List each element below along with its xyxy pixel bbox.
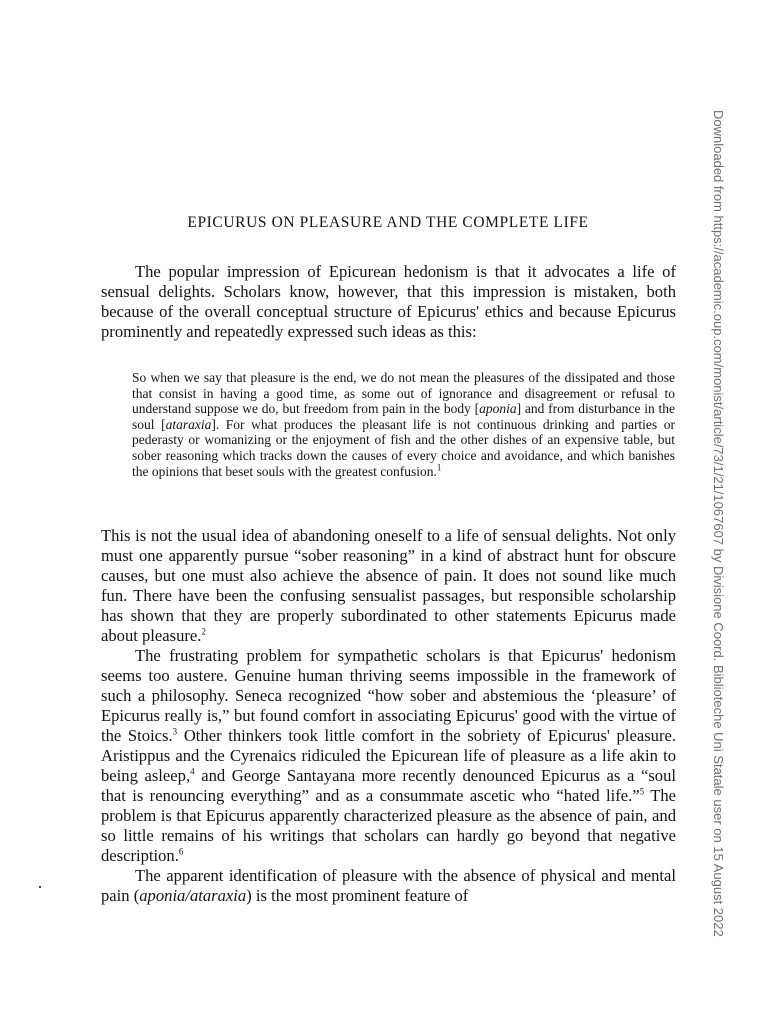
paragraph-text: The problem is that Epicurus apparently characterized pleasure as the absence of pain, and so little remains of his writings that scholars can hardly go beyond that negative description. — [101, 786, 676, 865]
quote-term-aponia: aponia — [479, 401, 517, 417]
footnote-marker: 6 — [178, 846, 184, 857]
paragraph-text: ) is the most prominent feature of — [246, 886, 469, 905]
download-watermark: Downloaded from https://academic.oup.com/monist/article/73/1/21/1067607 by Divisione Coord. Biblioteche Uni Statale user on 15 August 2022 — [711, 110, 726, 937]
quote-segment: ]. For what produces the pleasant life is not continuous drinking and parties or pederasty or womanizing or the enjoyment of fish and the other dishes of an expensive table, but sober reasoning which tracks down the causes of every choice and avoidance, and which banishes the opinions that beset souls with the greatest confusion. — [132, 416, 675, 479]
quote-segment: So when we say that pleasure is the end, we do not mean the pleasures of the dissipated and those that consist in having a good time, as some out of ignorance and disagreement or refusal to understand suppose we do, but freedom from pain in the body [ — [132, 370, 675, 417]
footnote-marker: 3 — [172, 726, 178, 737]
intro-text: The popular impression of Epicurean hedonism is that it advocates a life of sensual delights. Scholars know, however, that this impression is mistaken, both because of the overall conceptual structure of Epicurus' ethics and because Epicurus prominently and repeatedly expressed such ideas as this: — [101, 262, 676, 341]
scan-speck — [39, 886, 41, 888]
paragraph-4 — [101, 866, 676, 906]
quote-term-ataraxia: ataraxia — [165, 416, 212, 432]
paragraph-text: The apparent identification of pleasure with the absence of physical and mental pain ( — [101, 866, 676, 905]
footnote-marker: 1 — [436, 462, 442, 473]
paragraph-text: The frustrating problem for sympathetic scholars is that Epicurus' hedonism seems too austere. Genuine human thriving seems impossible in the framework of such a philosophy. Seneca recognized “how sober and abstemious the ‘pleasure’ of Epicurus really is,” but found comfort in associating Epicurus' good with the virtue of the Stoics. — [101, 646, 676, 745]
quote-text — [132, 370, 675, 479]
paragraph-text: and George Santayana more recently denounced Epicurus as a “soul that is renouncing everything” and as a consummate ascetic who “hated life.” — [101, 766, 676, 805]
paragraph-3 — [101, 646, 676, 866]
term-aponia-ataraxia: aponia/ataraxia — [139, 886, 247, 905]
paragraph-text: This is not the usual idea of abandoning oneself to a life of sensual delights. Not only must one apparently pursue “sober reasoning” in a kind of abstract hunt for obscure causes, but one must also achieve the absence of pain. It does not sound like much fun. There have been the confusing sensualist passages, but responsible scholarship has shown that they are properly subordinated to other statements Epicurus made about pleasure. — [101, 526, 676, 645]
intro-paragraph — [101, 262, 676, 342]
footnote-marker: 5 — [639, 786, 645, 797]
block-quote — [132, 370, 675, 479]
main-body — [101, 526, 676, 906]
article-title: EPICURUS ON PLEASURE AND THE COMPLETE LIFE — [187, 214, 589, 231]
paragraph-text: Other thinkers took little comfort in the sobriety of Epicurus' pleasure. Aristippus and the Cyrenaics ridiculed the Epicurean life of pleasure as a life akin to being asleep, — [101, 726, 676, 785]
footnote-marker: 4 — [190, 766, 195, 777]
paragraph-2 — [101, 526, 676, 646]
quote-segment: ] and from disturbance in the soul [ — [132, 401, 675, 432]
footnote-marker: 2 — [201, 626, 206, 637]
